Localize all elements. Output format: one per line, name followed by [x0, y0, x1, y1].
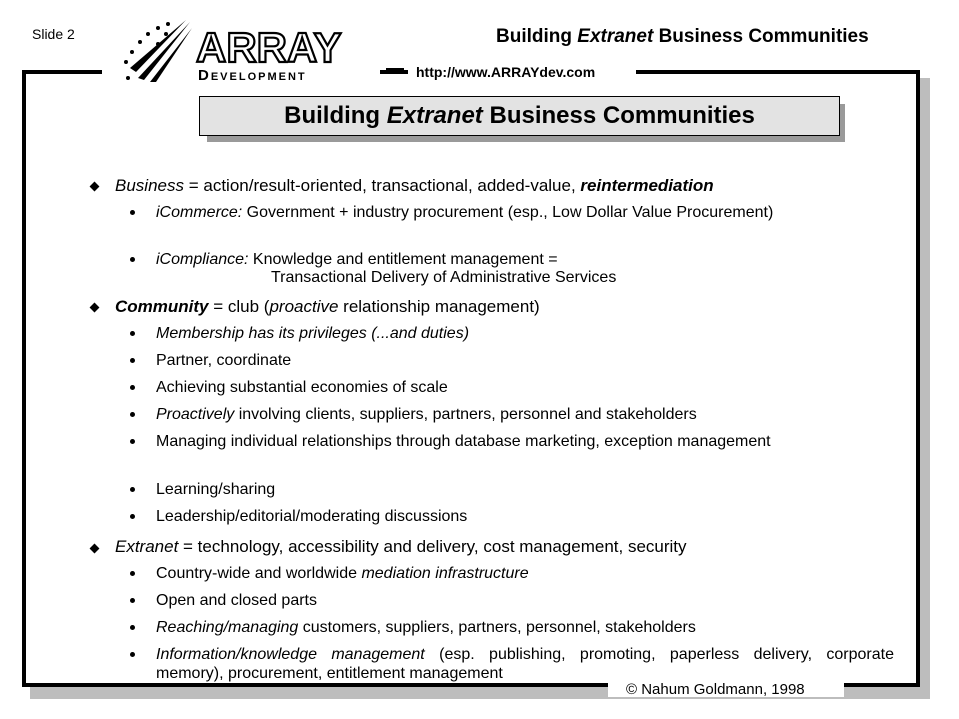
item-italic: Reaching/managing — [156, 619, 299, 636]
list-item — [156, 618, 894, 637]
list-item: Leadership/editorial/moderating discussions — [156, 508, 468, 525]
item-continuation: Transactional Delivery of Administrative Services — [271, 269, 617, 286]
bullet-dot-icon — [130, 514, 135, 519]
extranet-def: = technology, accessibility and delivery, cost management, security — [178, 537, 687, 556]
logo-subword: Development — [198, 67, 307, 84]
business-heading — [115, 176, 714, 196]
bullet-dot-icon — [130, 412, 135, 417]
bullet-dot-icon — [130, 439, 135, 444]
item-text: Membership has its privileges (...and duties) — [156, 325, 470, 342]
array-logo — [118, 20, 388, 86]
item-italic: iCompliance: — [156, 251, 249, 268]
item-text: Government + industry procurement (esp., Low Dollar Value Procurement) — [242, 204, 774, 221]
slide-title-rest: Business Communities — [482, 102, 755, 129]
bullet-dot-icon — [130, 487, 135, 492]
bullet-dot-icon — [130, 385, 135, 390]
header-title-rest: Business Communities — [653, 26, 869, 47]
header-title-plain: Building — [496, 26, 578, 47]
bullet-dot-icon — [130, 331, 135, 336]
list-item: Open and closed parts — [156, 592, 317, 609]
item-text: customers, suppliers, partners, personnel, stakeholders — [298, 619, 696, 636]
extranet-heading — [115, 537, 687, 557]
bullet-dot-icon — [130, 652, 135, 657]
item-italic: iCommerce: — [156, 204, 243, 221]
extranet-term: Extranet — [115, 537, 179, 556]
bullet-dot-icon — [130, 625, 135, 630]
item-text: Knowledge and entitlement management = — [248, 251, 558, 268]
list-item: Partner, coordinate — [156, 352, 292, 369]
community-def-a: = club ( — [208, 297, 270, 316]
list-item — [156, 203, 894, 222]
bullet-dot-icon — [130, 571, 135, 576]
community-def-b: relationship management) — [338, 297, 540, 316]
list-item — [156, 405, 894, 424]
header-title — [496, 26, 869, 48]
item-text: Country-wide and worldwide — [156, 565, 362, 582]
list-item: Achieving substantial economies of scale — [156, 379, 448, 396]
bullet-dot-icon — [130, 598, 135, 603]
bullet-dot-icon — [130, 257, 135, 262]
copyright-notice: © Nahum Goldmann, 1998 — [626, 681, 805, 698]
item-italic: mediation infrastructure — [361, 565, 529, 582]
list-item: Managing individual relationships through database marketing, exception management — [156, 433, 771, 450]
slide-title-plain: Building — [284, 102, 387, 129]
header-title-italic: Extranet — [577, 26, 654, 47]
item-text: (esp. publishing, promoting, paperless delivery, corporate memory), procurement, entitlement management — [156, 646, 894, 682]
logo-word: ARRAY — [196, 24, 342, 71]
bullet-dot-icon — [130, 358, 135, 363]
list-item: Learning/sharing — [156, 481, 276, 498]
slide-title — [199, 96, 840, 136]
list-item — [156, 645, 894, 683]
list-item — [156, 324, 894, 343]
slide-title-italic: Extranet — [386, 102, 483, 129]
logo-dash — [386, 68, 404, 74]
business-term: Business — [115, 176, 184, 195]
community-heading — [115, 297, 540, 317]
item-italic: Proactively — [156, 406, 235, 423]
website-url[interactable]: http://www.ARRAYdev.com — [416, 64, 596, 80]
business-def: = action/result-oriented, transactional, added-value, — [183, 176, 581, 195]
list-item — [156, 564, 894, 583]
slide-number: Slide 2 — [32, 26, 75, 42]
item-italic: Information/knowledge management — [156, 646, 425, 663]
item-text: involving clients, suppliers, partners, personnel and stakeholders — [234, 406, 697, 423]
logo-star-icon — [124, 20, 192, 82]
list-item — [156, 250, 894, 269]
community-term: Community — [115, 297, 209, 316]
business-emph: reintermediation — [580, 176, 714, 195]
community-def-italic: proactive — [269, 297, 339, 316]
bullet-dot-icon — [130, 210, 135, 215]
